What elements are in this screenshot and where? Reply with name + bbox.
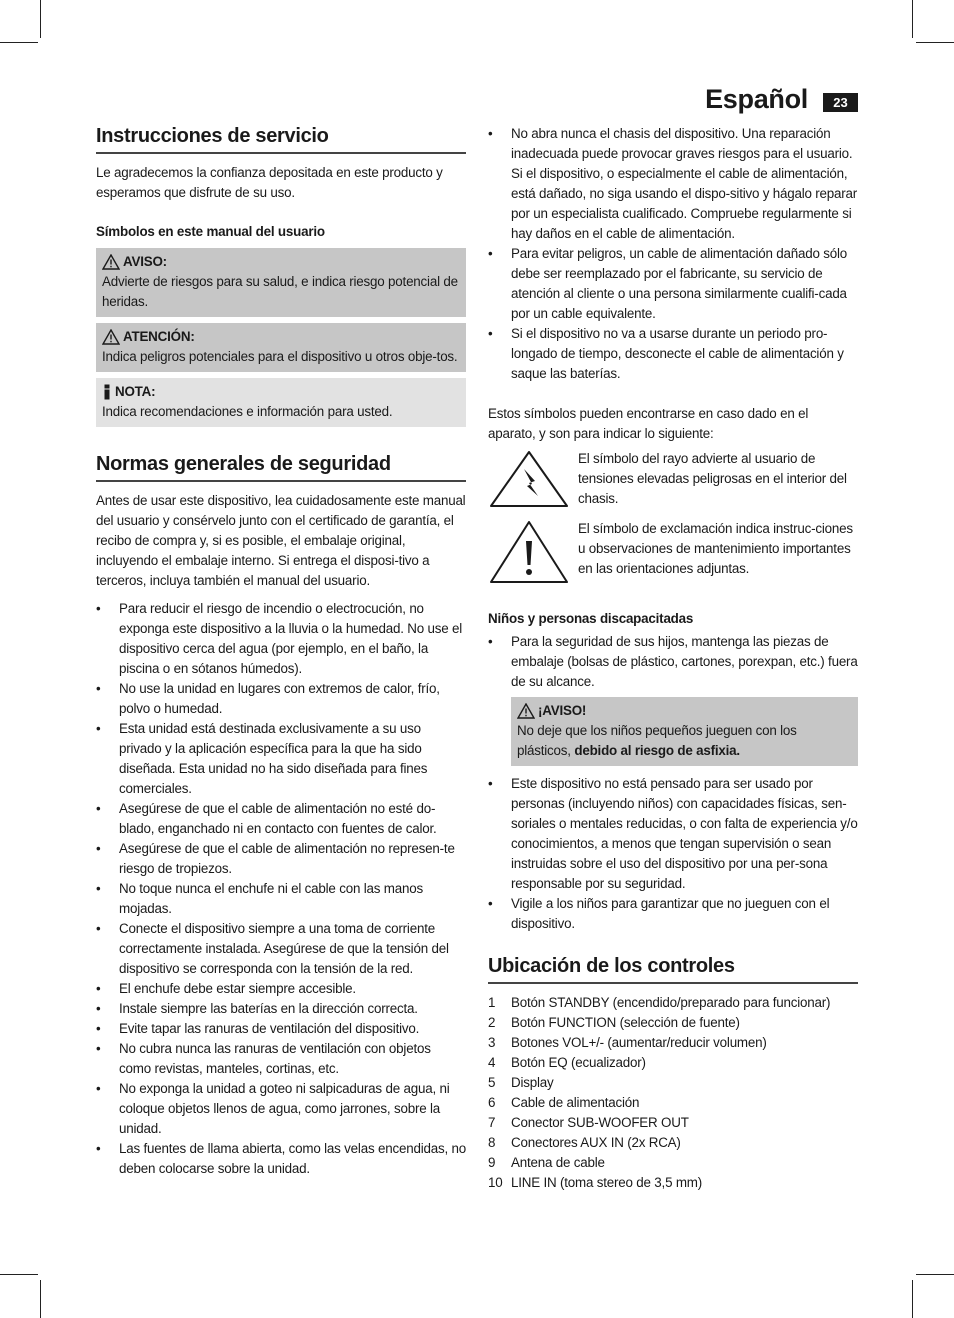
children-bullet-list (488, 632, 858, 692)
right-column (488, 124, 858, 1193)
list-item: • Si el dispositivo no va a usarse durante un periodo pro-longado de tiempo, desconecte el cable de alimentación y saque las baterías. (488, 324, 858, 384)
list-item: • No abra nunca el chasis del dispositivo. Una reparación inadecuada puede provocar graves riesgos para el usuario. Si el dispositivo, o especialmente el cable de alimentación, está dañado, no siga usando el dispo-sitivo y hágalo reparar por un especialista cualificado. Compruebe regularmente si hay daños en el cable de alimentación. (488, 124, 858, 244)
list-item: • Asegúrese de que el cable de alimentación no esté do-blado, enganchado ni en contacto con fuentes de calor. (96, 799, 466, 839)
symbols-heading: Símbolos en este manual del usuario (96, 224, 325, 239)
crop-mark (916, 1274, 954, 1275)
children-aviso-text-bold: debido al riesgo de asfixia. (574, 743, 740, 758)
info-icon (102, 384, 112, 400)
page-language-title: Español (705, 84, 808, 114)
list-item: 8 Conectores AUX IN (2x RCA) (488, 1135, 681, 1150)
lightning-warning-icon (488, 449, 570, 509)
children-aviso-text (517, 721, 852, 761)
list-item: • Para la seguridad de sus hijos, mantenga las piezas de embalaje (bolsas de plástico, cartones, porexpan, etc.) fuera de su alcance. (488, 632, 858, 692)
symbols-intro-paragraph: Estos símbolos pueden encontrarse en caso dado en el aparato, y son para indicar lo siguiente: (488, 406, 809, 441)
aviso-label (102, 252, 460, 272)
lightning-symbol-row (488, 449, 858, 509)
intro-paragraph: Le agradecemos la confianza depositada en este producto y esperamos que disfrute de su uso. (96, 165, 443, 200)
warning-triangle-icon (517, 703, 535, 719)
list-item: • Evite tapar las ranuras de ventilación del dispositivo. (96, 1019, 466, 1039)
children-aviso-box (511, 697, 858, 766)
list-item: • Este dispositivo no está pensado para ser usado por personas (incluyendo niños) con capacidades físicas, sen-soriales o mentales reducidas, o con falta de experiencia y/o conocimientos, a menos que tengan supervisión o sean instruidas sobre el uso del dispositivo por una per-sona responsable por su seguridad. (488, 774, 858, 894)
exclamation-symbol-text: El símbolo de exclamación indica instruc-ciones u observaciones de mantenimiento importantes en las orientaciones adjuntas. (578, 521, 853, 576)
list-item: • No use la unidad en lugares con extremos de calor, frío, polvo o humedad. (96, 679, 466, 719)
list-item: • No toque nunca el enchufe ni el cable con las manos mojadas. (96, 879, 466, 919)
children-bullet-list-2 (488, 774, 858, 934)
list-item: • No exponga la unidad a goteo ni salpicaduras de agua, ni coloque objetos llenos de agua, como jarrones, sobre la unidad. (96, 1079, 466, 1139)
nota-box (96, 378, 466, 427)
list-item: • Las fuentes de llama abierta, como las velas encendidas, no deben colocarse sobre la unidad. (96, 1139, 466, 1179)
lightning-symbol-text: El símbolo del rayo advierte al usuario de tensiones elevadas peligrosas en el interior del chasis. (578, 451, 847, 506)
nota-text: Indica recomendaciones e información para usted. (102, 404, 393, 419)
list-item: 9 Antena de cable (488, 1155, 605, 1170)
warning-triangle-icon (102, 254, 120, 270)
exclamation-warning-icon (488, 519, 570, 585)
crop-mark (916, 42, 954, 43)
section-title-safety: Normas generales de seguridad (96, 452, 466, 482)
list-item: • No cubra nunca las ranuras de ventilación con objetos como revistas, manteles, cortinas, etc. (96, 1039, 466, 1079)
left-column (96, 124, 466, 1179)
exclamation-symbol-row (488, 519, 858, 585)
safety-bullet-list (96, 599, 466, 1179)
caution-triangle-icon (102, 329, 120, 345)
crop-mark (0, 42, 38, 43)
list-item: • Para evitar peligros, un cable de alimentación dañado sólo debe ser reemplazado por el fabricante, su servicio de atención al cliente o una persona similarmente cualifi-cada por un cable equivalente. (488, 244, 858, 324)
atencion-label (102, 327, 460, 347)
atencion-label-text: ATENCIÓN: (123, 329, 195, 344)
aviso-box (96, 248, 466, 317)
page-number-badge: 23 (823, 93, 858, 112)
list-item: • Asegúrese de que el cable de alimentación no represen-te riesgo de tropiezos. (96, 839, 466, 879)
list-item: 4 Botón EQ (ecualizador) (488, 1055, 646, 1070)
list-item: 3 Botones VOL+/- (aumentar/reducir volumen) (488, 1035, 767, 1050)
list-item: 1 Botón STANDBY (encendido/preparado para funcionar) (488, 995, 831, 1010)
atencion-text: Indica peligros potenciales para el dispositivo u otros obje-tos. (102, 349, 458, 364)
list-item: 5 Display (488, 1075, 554, 1090)
crop-mark (912, 1280, 913, 1318)
atencion-box (96, 323, 466, 372)
children-aviso-text-start: No deje que los niños pequeños jueguen con los plásticos, (517, 723, 797, 758)
list-item: • Instale siempre las baterías en la dirección correcta. (96, 999, 466, 1019)
nota-label (102, 382, 460, 402)
list-item: 7 Conector SUB-WOOFER OUT (488, 1115, 689, 1130)
children-heading: Niños y personas discapacitadas (488, 611, 694, 626)
list-item: • Esta unidad está destinada exclusivamente a su uso privado y la aplicación específica para la que ha sido diseñada. Esta unidad no ha sido diseñada para fines comerciales. (96, 719, 466, 799)
crop-mark (0, 1274, 38, 1275)
list-item: • Conecte el dispositivo siempre a una toma de corriente correctamente instalada. Asegúrese de que la tensión del dispositivo se corresponda con la tensión de la red. (96, 919, 466, 979)
aviso-label-text: AVISO: (123, 254, 167, 269)
aviso-text: Advierte de riesgos para su salud, e indica riesgo potencial de heridas. (102, 274, 458, 309)
crop-mark (912, 0, 913, 38)
list-item: 2 Botón FUNCTION (selección de fuente) (488, 1015, 740, 1030)
list-item: • Para reducir el riesgo de incendio o electrocución, no exponga este dispositivo a la lluvia o la humedad. No use el dispositivo cerca del agua (por ejemplo, en el baño, la piscina o en sótanos húmedos). (96, 599, 466, 679)
children-aviso-label (517, 701, 852, 721)
section-title-controls: Ubicación de los controles (488, 954, 858, 984)
crop-mark (40, 1280, 41, 1318)
safety-intro-paragraph: Antes de usar este dispositivo, lea cuidadosamente este manual del usuario y consérvelo junto con el certificado de garantía, el recibo de compra y, si es posible, el embalaje original, incluyendo el embalaje interno. Si entrega el disposi-tivo a terceros, incluya también el manual del usuario. (96, 493, 466, 588)
list-item: • Vigile a los niños para garantizar que no jueguen con el dispositivo. (488, 894, 858, 934)
nota-label-text: NOTA: (115, 384, 156, 399)
children-aviso-label-text: ¡AVISO! (538, 703, 587, 718)
crop-mark (40, 0, 41, 38)
list-item: • El enchufe debe estar siempre accesible. (96, 979, 466, 999)
controls-list (488, 993, 858, 1193)
list-item: 10 LINE IN (toma stereo de 3,5 mm) (488, 1175, 703, 1190)
safety-bullet-list-continued (488, 124, 858, 384)
section-title-instructions: Instrucciones de servicio (96, 124, 466, 154)
list-item: 6 Cable de alimentación (488, 1095, 640, 1110)
